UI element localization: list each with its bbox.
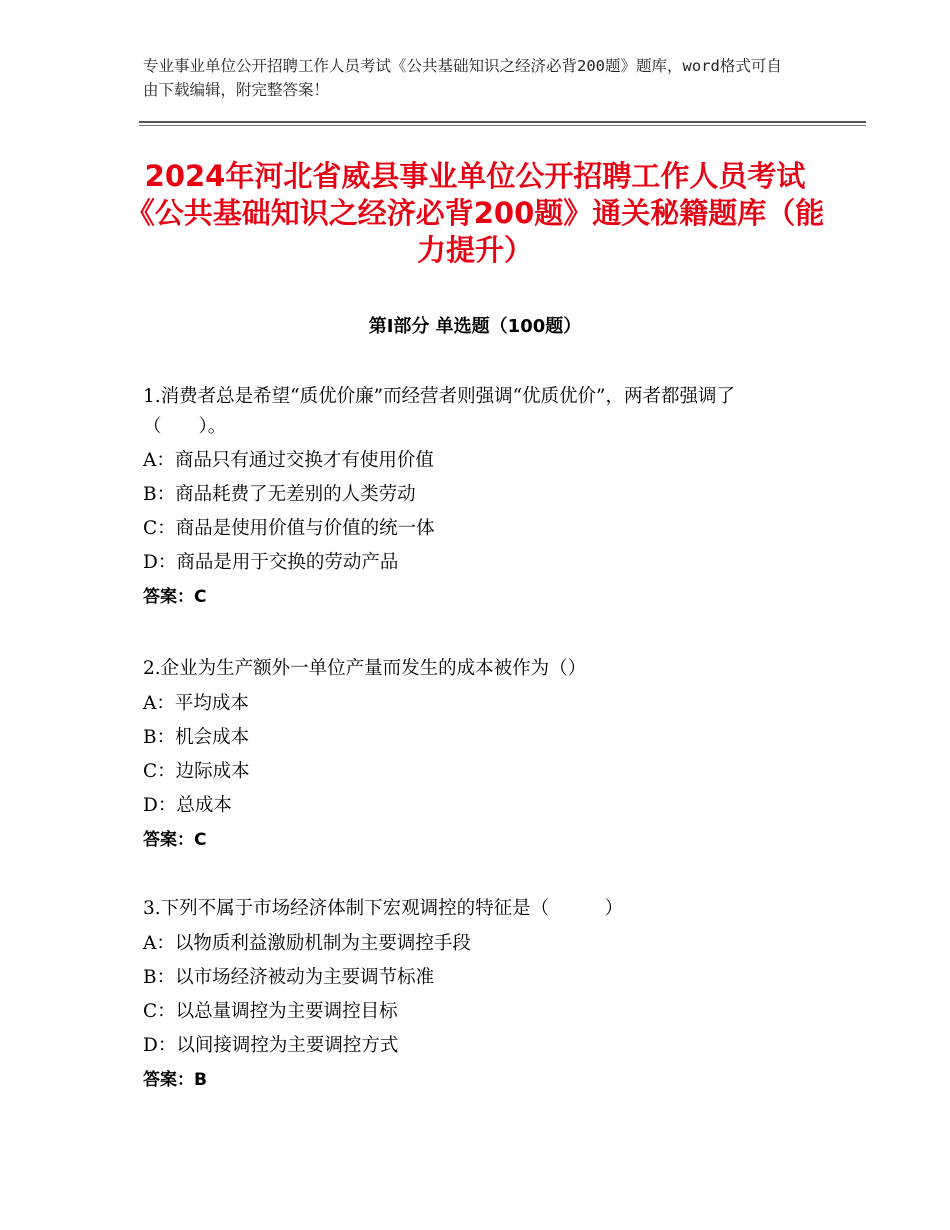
option-b: B：商品耗费了无差别的人类劳动	[143, 484, 416, 505]
answer-line: 答案：C	[143, 587, 207, 607]
question-block	[143, 382, 803, 614]
header-divider-thin	[139, 125, 866, 126]
header-note: 专业事业单位公开招聘工作人员考试《公共基础知识之经济必背200题》题库，word格式可自由下载编辑，附完整答案！	[143, 57, 782, 99]
answer-line: 答案：B	[143, 1070, 207, 1090]
question-stem: 1.消费者总是希望“质优价廉”而经营者则强调“优质优价”，两者都强调了（ ）。	[143, 386, 735, 437]
option-b: B：以市场经济被动为主要调节标准	[143, 967, 435, 988]
option-b: B：机会成本	[143, 727, 250, 748]
option-c: C：以总量调控为主要调控目标	[143, 1001, 398, 1022]
option-c: C：边际成本	[143, 761, 250, 782]
question-stem: 3.下列不属于市场经济体制下宏观调控的特征是（ ）	[143, 898, 624, 919]
option-a: A：以物质利益激励机制为主要调控手段	[143, 933, 471, 954]
option-d: D：以间接调控为主要调控方式	[143, 1035, 399, 1056]
option-c: C：商品是使用价值与价值的统一体	[143, 518, 435, 539]
document-title: 2024年河北省威县事业单位公开招聘工作人员考试《公共基础知识之经济必背200题》通关秘籍题库（能力提升）	[125, 159, 825, 267]
section-title: 第Ⅰ部分 单选题（100题）	[368, 316, 582, 337]
option-d: D：商品是用于交换的劳动产品	[143, 552, 399, 573]
question-block	[143, 653, 803, 857]
question-stem: 2.企业为生产额外一单位产量而发生的成本被作为（）	[143, 658, 587, 679]
question-block	[143, 893, 803, 1097]
option-d: D：总成本	[143, 795, 232, 816]
option-a: A：商品只有通过交换才有使用价值	[143, 450, 434, 471]
option-a: A：平均成本	[143, 693, 249, 714]
header-divider-thick	[139, 121, 866, 123]
answer-line: 答案：C	[143, 830, 207, 850]
